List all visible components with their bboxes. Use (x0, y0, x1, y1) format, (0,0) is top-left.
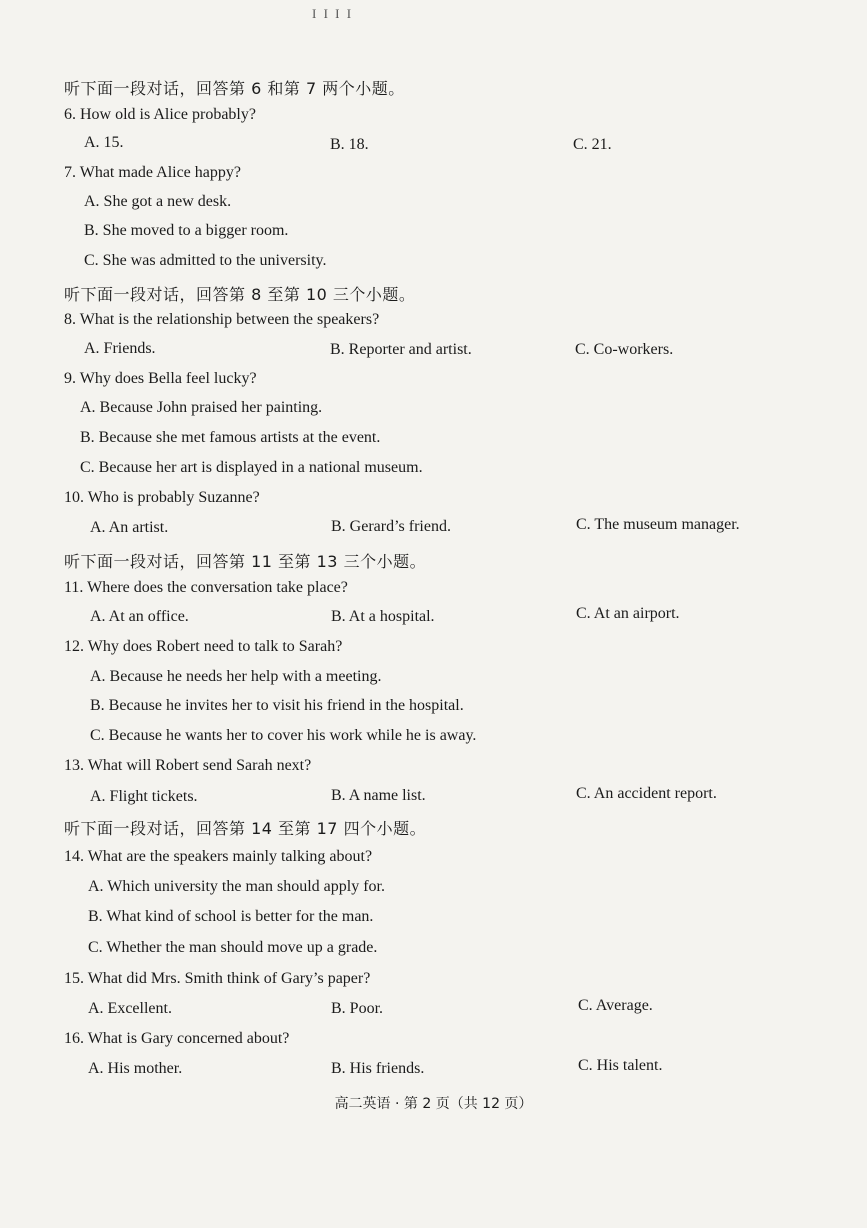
question-text: What did Mrs. Smith think of Gary’s paper? (87, 970, 371, 987)
question-13 (64, 757, 311, 775)
question-number: 9. (64, 370, 76, 387)
option-11c[interactable]: C. At an airport. (576, 605, 680, 622)
option-14a[interactable]: A. Which university the man should apply for. (88, 878, 385, 895)
option-6b[interactable]: B. 18. (330, 136, 369, 153)
question-text: What is the relationship between the speakers? (79, 311, 380, 328)
option-14b[interactable]: B. What kind of school is better for the man. (88, 908, 374, 925)
option-12b[interactable]: B. Because he invites her to visit his friend in the hospital. (90, 697, 464, 714)
option-8b[interactable]: B. Reporter and artist. (330, 341, 472, 358)
question-number: 13. (64, 757, 84, 774)
question-text: Where does the conversation take place? (87, 579, 348, 596)
option-10b[interactable]: B. Gerard’s friend. (331, 518, 451, 535)
option-9c[interactable]: C. Because her art is displayed in a national museum. (80, 459, 423, 476)
option-6a[interactable]: A. 15. (84, 134, 124, 151)
question-8 (64, 311, 379, 329)
option-15c[interactable]: C. Average. (578, 997, 653, 1014)
option-16c[interactable]: C. His talent. (578, 1057, 663, 1074)
option-15a[interactable]: A. Excellent. (88, 1000, 172, 1017)
option-9b[interactable]: B. Because she met famous artists at the event. (80, 429, 381, 446)
question-16 (64, 1030, 289, 1048)
option-11b[interactable]: B. At a hospital. (331, 608, 435, 625)
question-text: What will Robert send Sarah next? (87, 757, 312, 774)
question-text: How old is Alice probably? (80, 106, 256, 123)
question-15 (64, 970, 370, 988)
section-header-11-13: 听下面一段对话，回答第 11 至第 13 三个小题。 (64, 552, 427, 571)
question-text: Who is probably Suzanne? (87, 489, 260, 506)
question-number: 11. (64, 579, 84, 596)
option-8c[interactable]: C. Co-workers. (575, 341, 674, 358)
option-7a[interactable]: A. She got a new desk. (84, 193, 232, 210)
question-number: 6. (64, 106, 76, 123)
question-text: Why does Robert need to talk to Sarah? (87, 638, 343, 655)
question-14 (64, 848, 372, 866)
option-8a[interactable]: A. Friends. (84, 340, 156, 357)
option-10c[interactable]: C. The museum manager. (576, 516, 740, 533)
question-number: 10. (64, 489, 84, 506)
question-11 (64, 579, 348, 597)
option-12c[interactable]: C. Because he wants her to cover his work while he is away. (90, 727, 477, 744)
question-number: 8. (64, 311, 76, 328)
option-13c[interactable]: C. An accident report. (576, 785, 717, 802)
question-text: Why does Bella feel lucky? (79, 370, 257, 387)
question-10 (64, 489, 260, 507)
question-text: What are the speakers mainly talking about? (87, 848, 373, 865)
section-header-8-10: 听下面一段对话，回答第 8 至第 10 三个小题。 (64, 285, 416, 304)
question-7 (64, 164, 241, 182)
option-13b[interactable]: B. A name list. (331, 787, 426, 804)
section-header-6-7: 听下面一段对话，回答第 6 和第 7 两个小题。 (64, 79, 405, 98)
option-7c[interactable]: C. She was admitted to the university. (84, 252, 327, 269)
option-11a[interactable]: A. At an office. (90, 608, 189, 625)
question-text: What made Alice happy? (79, 164, 241, 181)
page-footer: 高二英语 · 第 2 页（共 12 页） (334, 1096, 533, 1112)
option-14c[interactable]: C. Whether the man should move up a grade. (88, 939, 378, 956)
question-12 (64, 638, 342, 656)
question-number: 12. (64, 638, 84, 655)
section-header-14-17: 听下面一段对话，回答第 14 至第 17 四个小题。 (64, 819, 427, 838)
question-number: 16. (64, 1030, 84, 1047)
question-number: 7. (64, 164, 76, 181)
option-12a[interactable]: A. Because he needs her help with a meeting. (90, 668, 382, 685)
option-10a[interactable]: A. An artist. (90, 519, 169, 536)
option-15b[interactable]: B. Poor. (331, 1000, 384, 1017)
question-number: 14. (64, 848, 84, 865)
option-7b[interactable]: B. She moved to a bigger room. (84, 222, 289, 239)
option-16b[interactable]: B. His friends. (331, 1060, 425, 1077)
question-9 (64, 370, 257, 388)
question-number: 15. (64, 970, 84, 987)
header-marks: I I I I (312, 6, 354, 21)
option-6c[interactable]: C. 21. (573, 136, 612, 153)
question-6 (64, 106, 256, 124)
option-13a[interactable]: A. Flight tickets. (90, 788, 198, 805)
option-9a[interactable]: A. Because John praised her painting. (80, 399, 323, 416)
question-text: What is Gary concerned about? (87, 1030, 290, 1047)
option-16a[interactable]: A. His mother. (88, 1060, 183, 1077)
